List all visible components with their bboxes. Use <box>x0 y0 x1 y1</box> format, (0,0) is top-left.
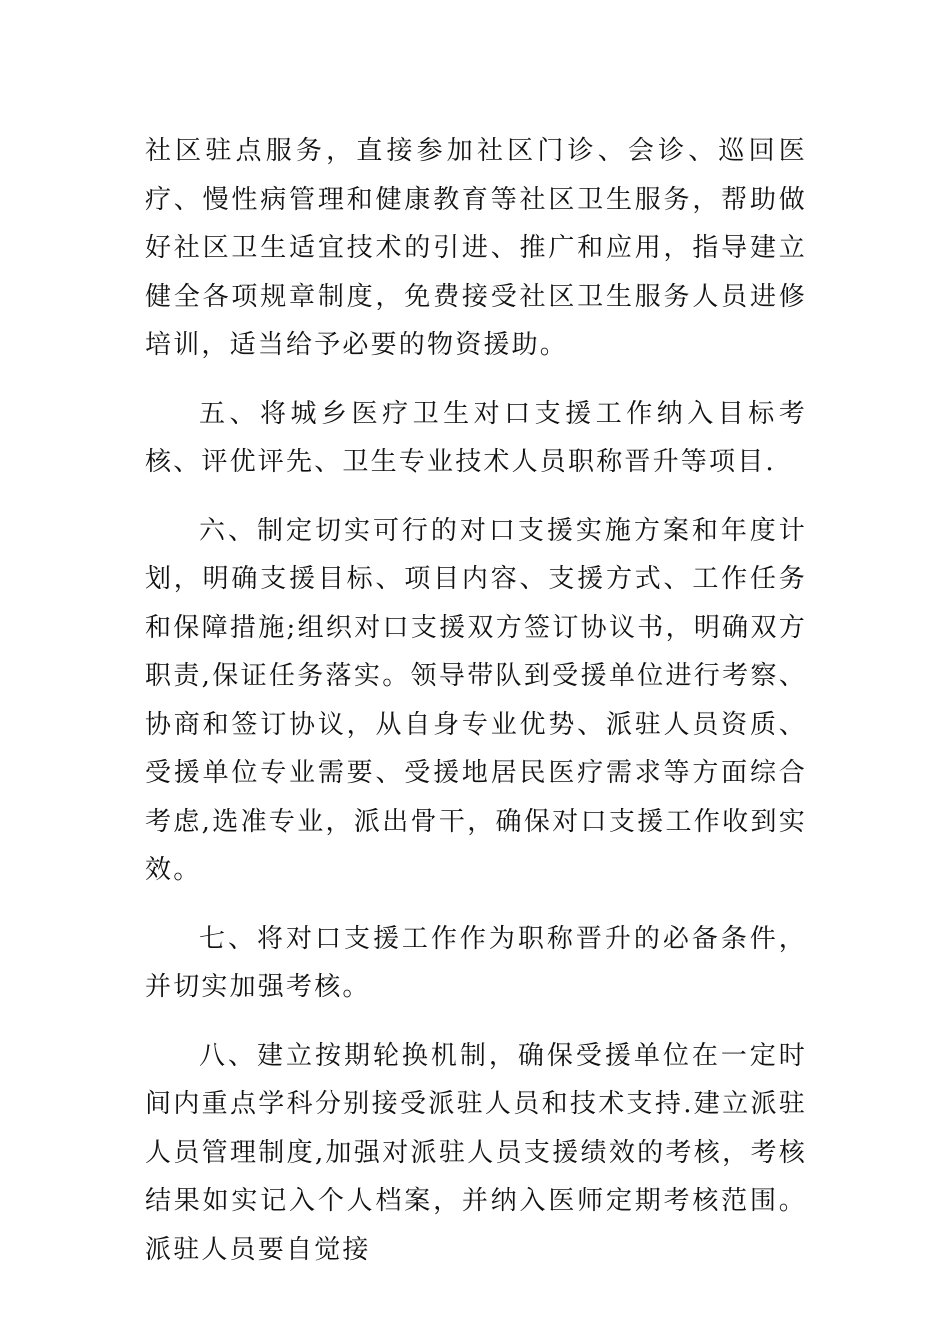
paragraph-item-6: 六、制定切实可行的对口支援实施方案和年度计划，明确支援目标、项目内容、支援方式、工作任务和保障措施;组织对口支援双方签订协议书，明确双方职责,保证任务落实。领导带队到受援单位进行考察、协商和签订协议，从自身专业优势、派驻人员资质、受援单位专业需要、受援地居民医疗需求等方面综合考虑,选准专业，派出骨干，确保对口支援工作收到实效。 <box>145 515 807 885</box>
paragraph-item-8: 八、建立按期轮换机制，确保受援单位在一定时间内重点学科分别接受派驻人员和技术支持.建立派驻人员管理制度,加强对派驻人员支援绩效的考核，考核结果如实记入个人档案，并纳入医师定期考核范围。派驻人员要自觉接 <box>145 1040 807 1265</box>
paragraph-continuation: 社区驻点服务，直接参加社区门诊、会诊、巡回医疗、慢性病管理和健康教育等社区卫生服务，帮助做好社区卫生适宜技术的引进、推广和应用，指导建立健全各项规章制度，免费接受社区卫生服务人员进修培训，适当给予必要的物资援助。 <box>145 136 807 360</box>
paragraph-item-5: 五、将城乡医疗卫生对口支援工作纳入目标考核、评优评先、卫生专业技术人员职称晋升等项目. <box>145 398 807 477</box>
paragraph-item-7: 七、将对口支援工作作为职称晋升的必备条件，并切实加强考核。 <box>145 923 807 1002</box>
document-body <box>145 127 807 1294</box>
